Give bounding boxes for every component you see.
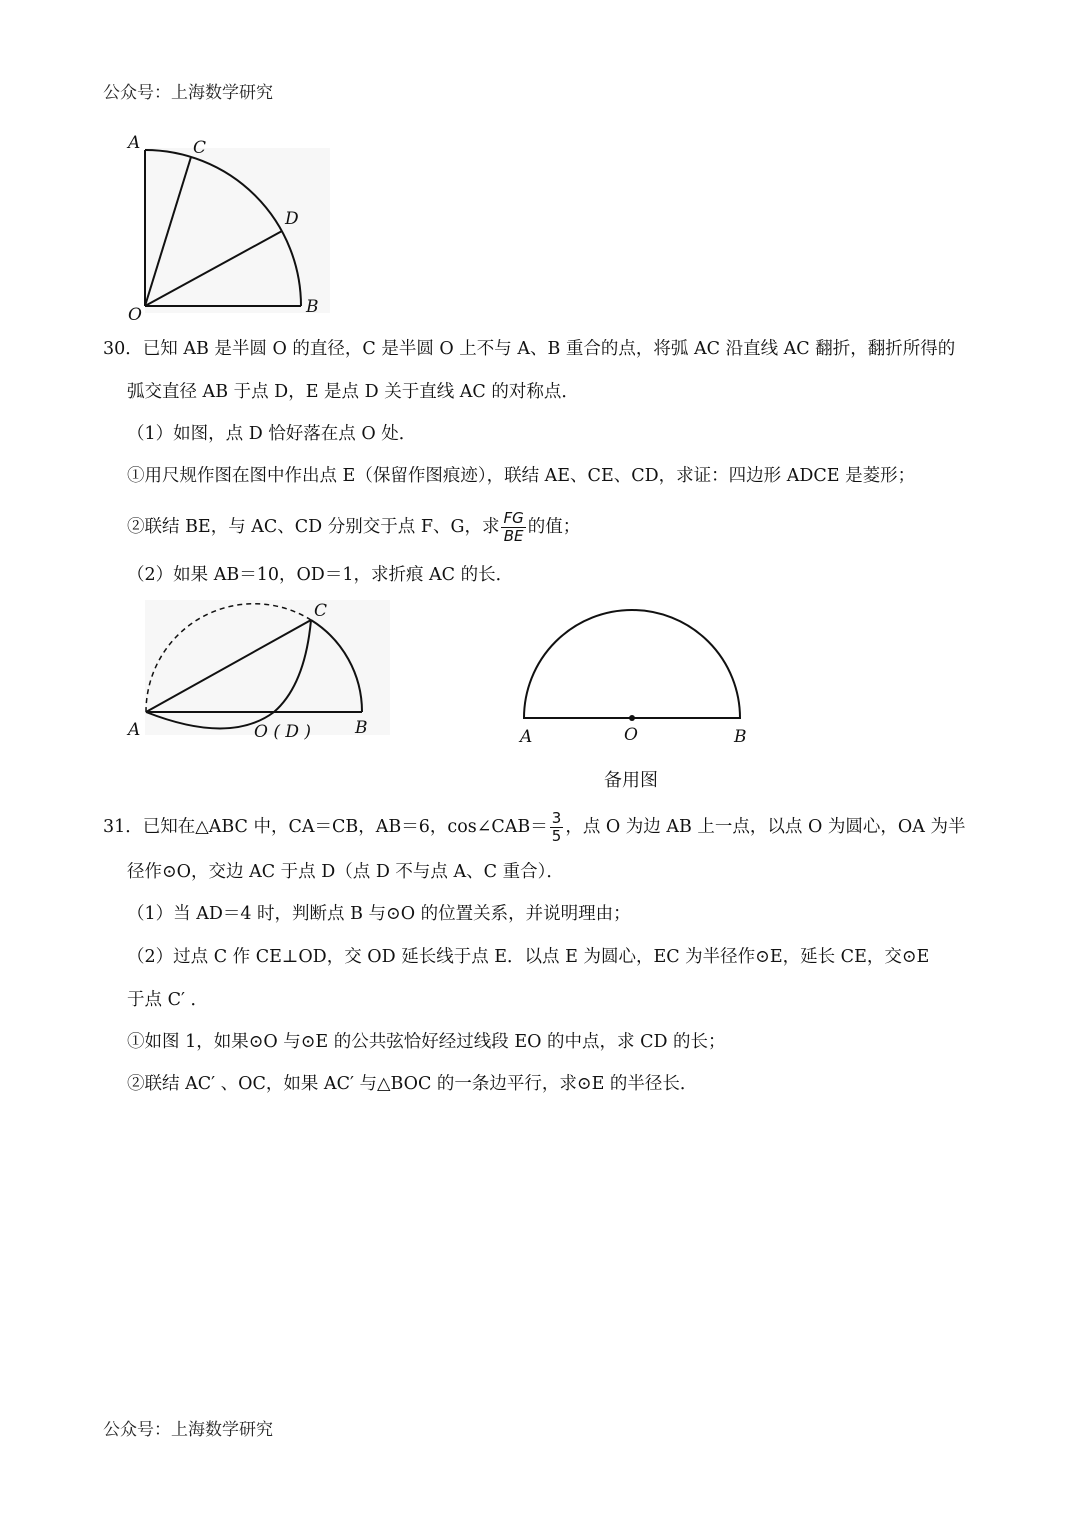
q30-line2: 弧交直径 AB 于点 D，E 是点 D 关于直线 AC 的对称点． bbox=[127, 382, 579, 402]
fraction-FG-BE bbox=[501, 510, 525, 545]
label-B: B bbox=[734, 727, 747, 747]
label-O: O bbox=[624, 725, 638, 745]
q31-line1 bbox=[103, 810, 965, 845]
q31-part2-line1: （2）过点 C 作 CE⊥OD，交 OD 延长线于点 E．以点 E 为圆心，EC 为半径作⊙E，延长 CE，交⊙E bbox=[127, 947, 930, 967]
q30-sub2-post: 的值； bbox=[527, 517, 581, 537]
fraction-denominator: 5 bbox=[551, 827, 562, 845]
fraction-numerator: FG bbox=[503, 509, 524, 527]
q30-part1: （1）如图，点 D 恰好落在点 O 处． bbox=[127, 424, 417, 444]
label-D: D bbox=[285, 209, 299, 229]
page-footer: 公众号：上海数学研究 bbox=[103, 1420, 273, 1440]
q31-line1-pre: 31．已知在△ABC 中，CA＝CB，AB＝6，cos∠CAB＝ bbox=[103, 817, 548, 837]
fraction-numerator: 3 bbox=[551, 809, 562, 827]
fraction-3-5 bbox=[550, 810, 564, 845]
q31-part2-line2: 于点 C′ ． bbox=[127, 990, 208, 1010]
label-B: B bbox=[355, 718, 368, 738]
q31-line2: 径作⊙O，交边 AC 于点 D（点 D 不与点 A、C 重合）． bbox=[127, 862, 564, 882]
backup-figure-caption: 备用图 bbox=[604, 770, 658, 791]
q31-sub1: ①如图 1，如果⊙O 与⊙E 的公共弦恰好经过线段 EO 的中点，求 CD 的长； bbox=[127, 1032, 726, 1052]
q30-sub2-pre: ②联结 BE，与 AC、CD 分别交于点 F、G，求 bbox=[127, 517, 500, 537]
q30-part2: （2）如果 AB＝10，OD＝1，求折痕 AC 的长． bbox=[127, 565, 514, 585]
center-point bbox=[629, 715, 635, 721]
q30-sub2 bbox=[127, 510, 580, 545]
label-C: C bbox=[193, 138, 207, 158]
quarter-circle-figure bbox=[120, 128, 340, 323]
q31-sub2: ②联结 AC′ 、OC，如果 AC′ 与△BOC 的一条边平行，求⊙E 的半径长． bbox=[127, 1074, 698, 1094]
backup-semicircle-figure bbox=[510, 600, 760, 755]
label-A: A bbox=[128, 720, 141, 740]
label-A: A bbox=[128, 133, 141, 153]
figure-background bbox=[145, 148, 330, 313]
fraction-denominator: BE bbox=[503, 527, 524, 545]
q30-sub1: ①用尺规作图在图中作出点 E（保留作图痕迹），联结 AE、CE、CD，求证：四边形 ADCE 是菱形； bbox=[127, 466, 916, 486]
label-C: C bbox=[314, 601, 328, 621]
q31-line1-post: ，点 O 为边 AB 上一点，以点 O 为圆心，OA 为半 bbox=[565, 817, 966, 837]
semicircle bbox=[524, 610, 740, 718]
label-A: A bbox=[520, 727, 533, 747]
fold-figure bbox=[120, 595, 390, 745]
label-OD: O ( D ) bbox=[254, 722, 312, 742]
q31-part1: （1）当 AD＝4 时，判断点 B 与⊙O 的位置关系，并说明理由； bbox=[127, 904, 631, 924]
label-B: B bbox=[306, 297, 319, 317]
page-header: 公众号：上海数学研究 bbox=[103, 83, 273, 103]
label-O: O bbox=[128, 305, 142, 323]
q30-line1: 30．已知 AB 是半圆 O 的直径，C 是半圆 O 上不与 A、B 重合的点，将弧 AC 沿直线 AC 翻折，翻折所得的 bbox=[103, 339, 956, 359]
